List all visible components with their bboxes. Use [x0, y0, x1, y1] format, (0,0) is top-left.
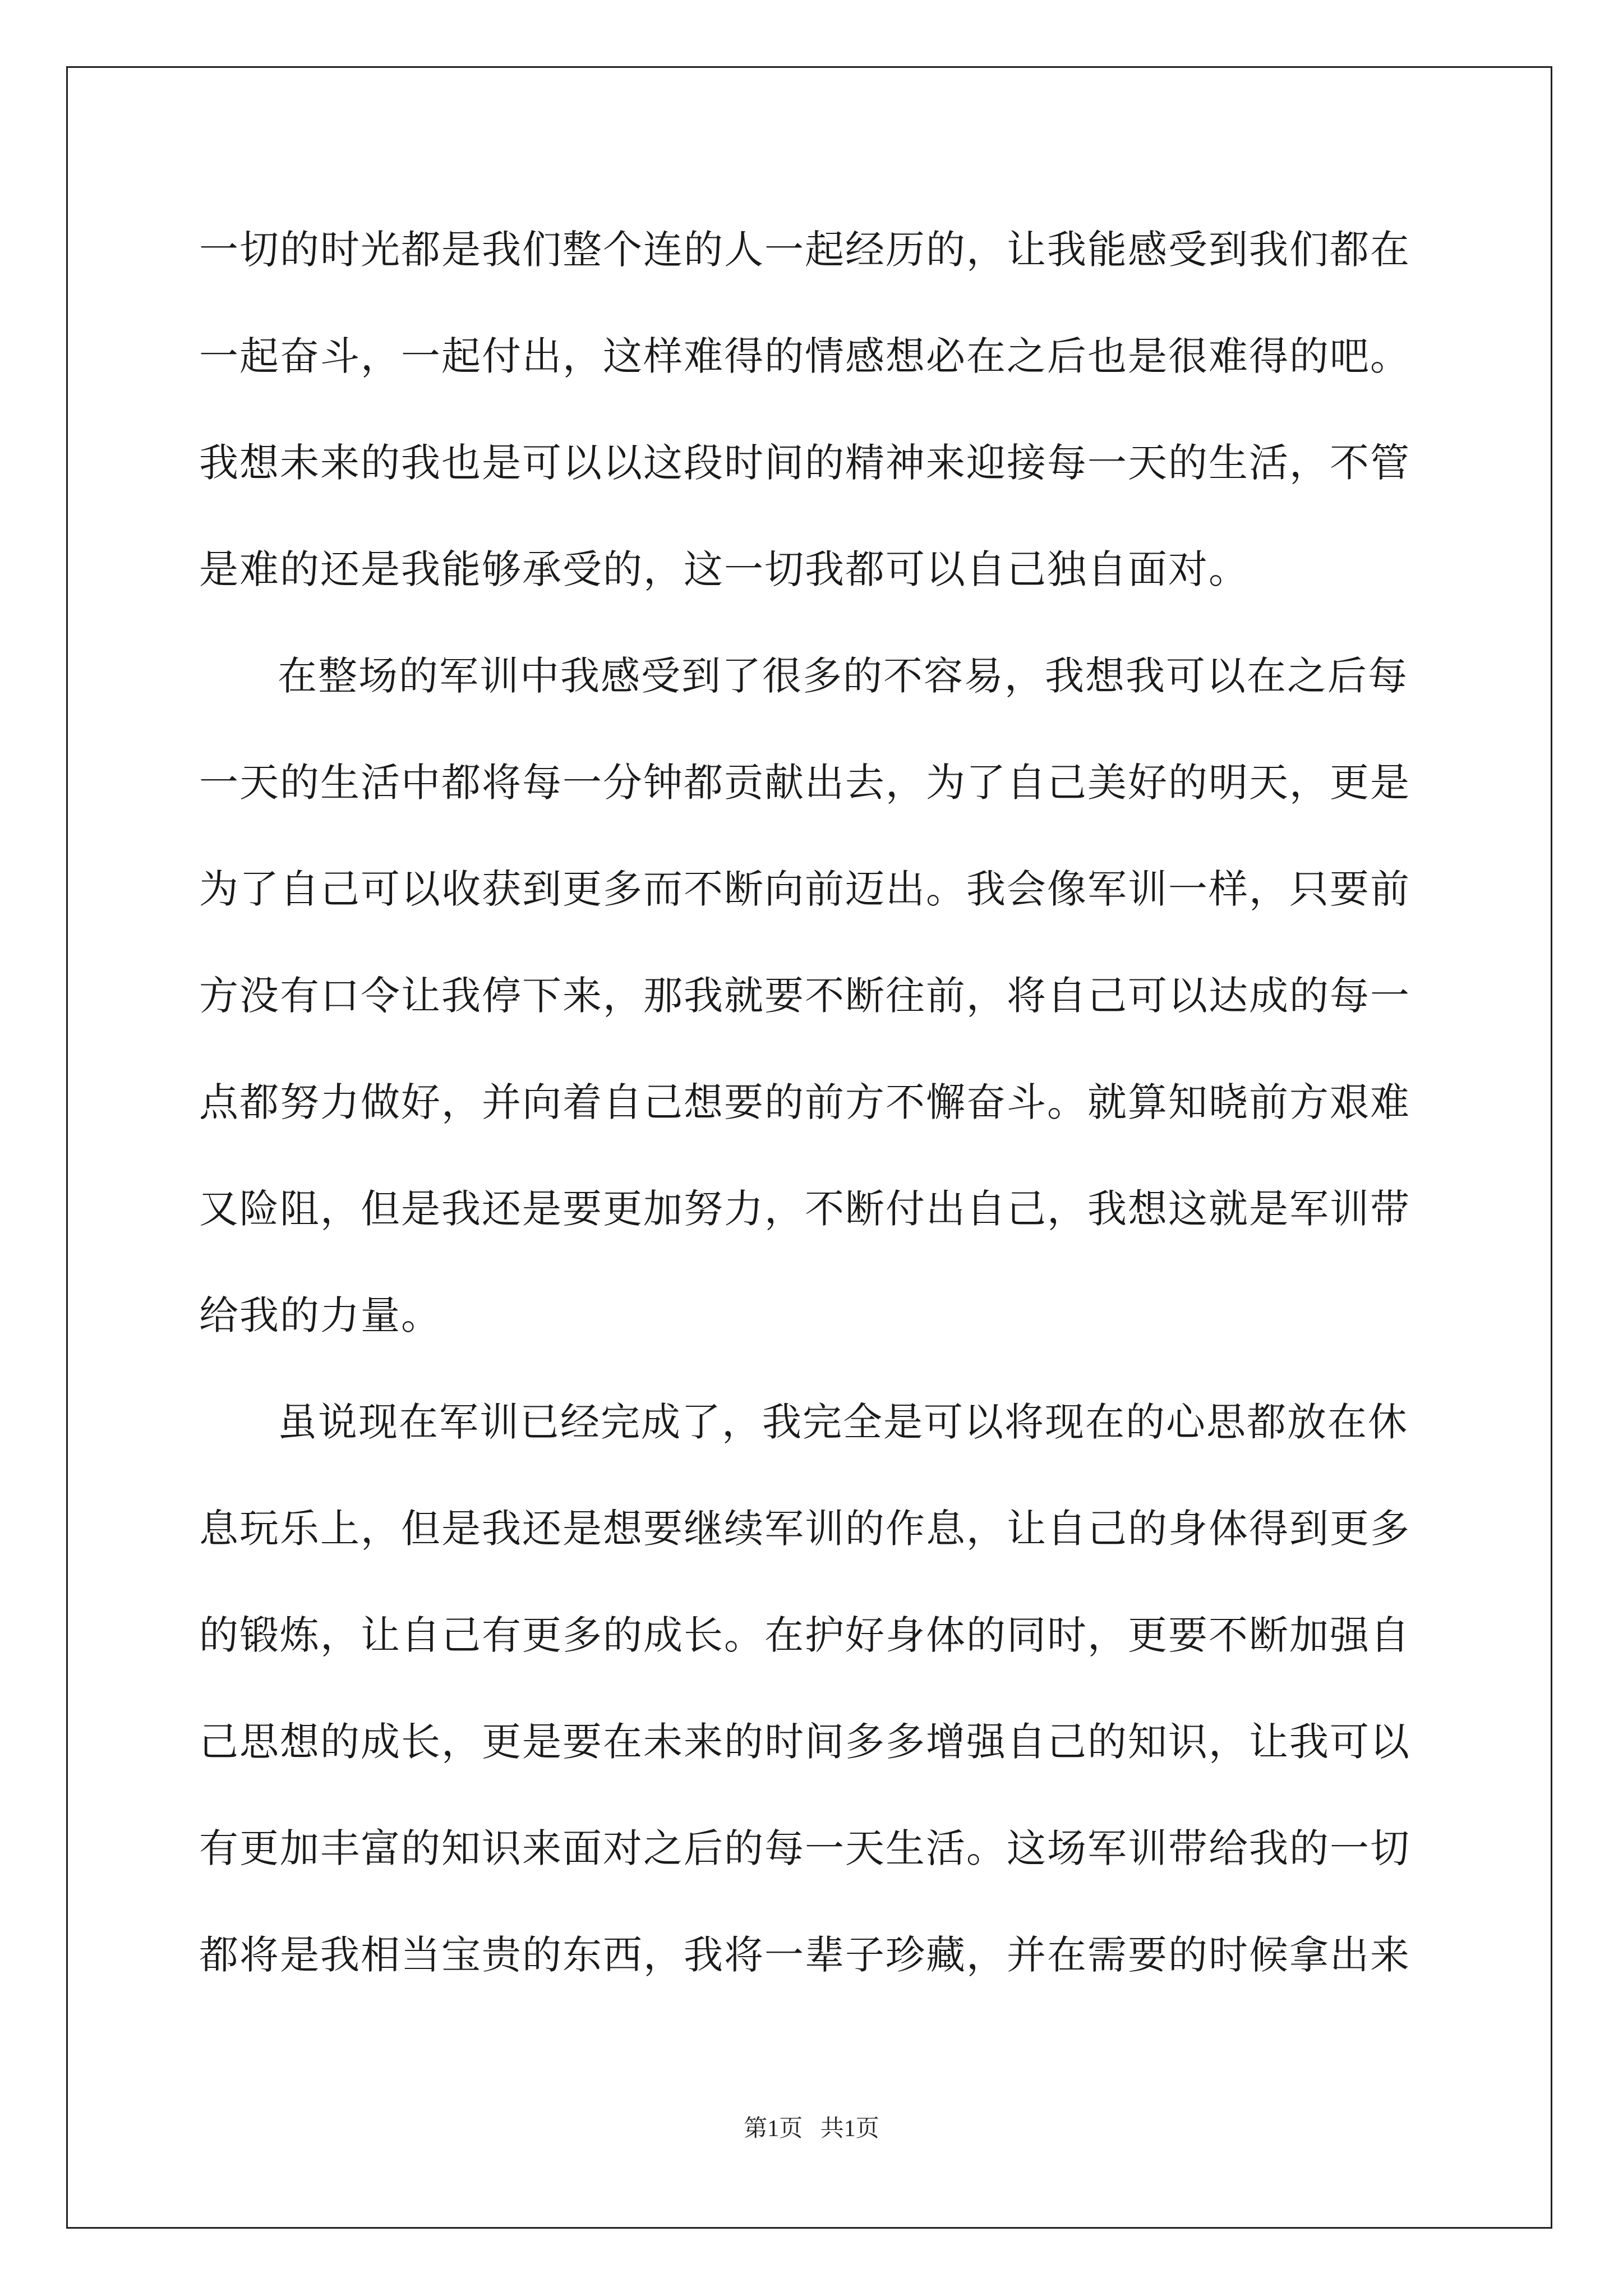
- text-line: 我想未来的我也是可以以这段时间的精神来迎接每一天的生活，不管: [199, 440, 1410, 486]
- text-line: 方没有口令让我停下来，那我就要不断往前，将自己可以达成的每一: [199, 973, 1410, 1019]
- paragraph-first-line: 虽说现在军训已经完成了，我完全是可以将现在的心思都放在休: [278, 1399, 1408, 1445]
- text-line: 为了自己可以收获到更多而不断向前迈出。我会像军训一样，只要前: [199, 866, 1410, 912]
- text-line: 给我的力量。: [199, 1292, 441, 1338]
- page-number-footer: 第1页 共1页: [744, 2116, 879, 2142]
- paragraph-first-line: 在整场的军训中我感受到了很多的不容易，我想我可以在之后每: [278, 653, 1408, 699]
- text-line: 都将是我相当宝贵的东西，我将一辈子珍藏，并在需要的时候拿出来: [199, 1932, 1410, 1978]
- text-line: 息玩乐上，但是我还是想要继续军训的作息，让自己的身体得到更多: [199, 1506, 1410, 1552]
- text-line: 己思想的成长，更是要在未来的时间多多增强自己的知识，让我可以: [199, 1719, 1410, 1765]
- page-border: [66, 66, 1552, 2229]
- text-line: 一起奋斗，一起付出，这样难得的情感想必在之后也是很难得的吧。: [199, 333, 1410, 379]
- text-line: 的锻炼，让自己有更多的成长。在护好身体的同时，更要不断加强自: [199, 1612, 1410, 1658]
- text-line: 一天的生活中都将每一分钟都贡献出去，为了自己美好的明天，更是: [199, 760, 1410, 806]
- text-line: 是难的还是我能够承受的，这一切我都可以自己独自面对。: [199, 546, 1249, 592]
- text-line: 有更加丰富的知识来面对之后的每一天生活。这场军训带给我的一切: [199, 1825, 1410, 1871]
- text-line: 点都努力做好，并向着自己想要的前方不懈奋斗。就算知晓前方艰难: [199, 1079, 1410, 1125]
- text-line: 一切的时光都是我们整个连的人一起经历的，让我能感受到我们都在: [199, 227, 1410, 273]
- text-line: 又险阻，但是我还是要更加努力，不断付出自己，我想这就是军训带: [199, 1186, 1410, 1232]
